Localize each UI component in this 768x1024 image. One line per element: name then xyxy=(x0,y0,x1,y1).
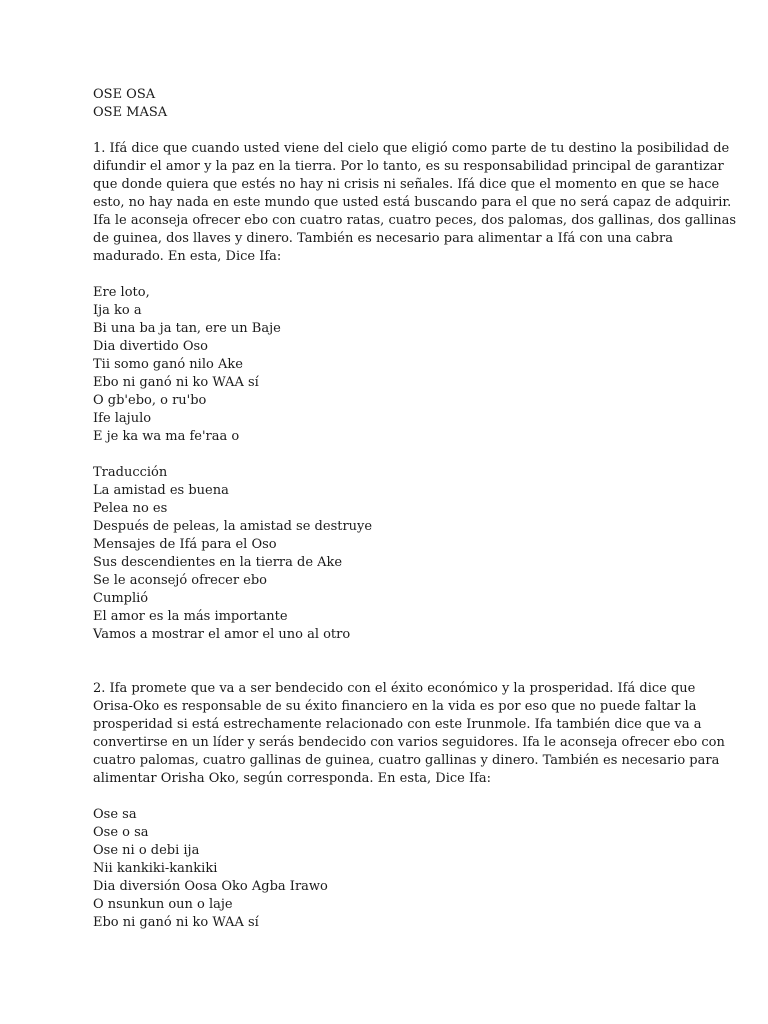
spacer xyxy=(93,644,683,680)
paragraph-line: difundir el amor y la paz en la tierra. Por lo tanto, es su responsabilidad principal de garantizar xyxy=(93,159,724,174)
paragraph-line: Orisa-Oko es responsable de su éxito financiero en la vida es por eso que no puede faltar la xyxy=(93,699,697,714)
section-1-paragraph xyxy=(93,140,737,266)
translation-line: Sus descendientes en la tierra de Ake xyxy=(93,555,343,570)
paragraph-line: cuatro palomas, cuatro gallinas de guinea, cuatro gallinas y dinero. También es necesario para xyxy=(93,753,720,768)
verse-line: Ose ni o debi ija xyxy=(93,843,200,858)
translation-line: Pelea no es xyxy=(93,501,168,516)
verse-line: Dia diversión Oosa Oko Agba Irawo xyxy=(93,879,328,894)
translation-line: Se le aconsejó ofrecer ebo xyxy=(93,573,268,588)
title-line-2: OSE MASA xyxy=(93,105,168,120)
verse-line: Ebo ni ganó ni ko WAA sí xyxy=(93,915,259,930)
verse-line: O gb'ebo, o ru'bo xyxy=(93,393,207,408)
document-page xyxy=(93,86,737,932)
verse-line: Nii kankiki-kankiki xyxy=(93,861,218,876)
verse-line: E je ka wa ma fe'raa o xyxy=(93,429,240,444)
verse-line: Ere loto, xyxy=(93,285,150,300)
translation-line: La amistad es buena xyxy=(93,483,229,498)
verse-line: Bi una ba ja tan, ere un Baje xyxy=(93,321,281,336)
paragraph-line: Ifa le aconseja ofrecer ebo con cuatro ratas, cuatro peces, dos palomas, dos gallinas, dos gallinas xyxy=(93,213,737,228)
verse-line: Ija ko a xyxy=(93,303,142,318)
translation-heading: Traducción xyxy=(93,465,168,480)
verse-line: O nsunkun oun o laje xyxy=(93,897,233,912)
verse-line: Ose sa xyxy=(93,807,137,822)
paragraph-line: esto, no hay nada en este mundo que usted está buscando para el que no será capaz de adquirir. xyxy=(93,195,732,210)
section-2-paragraph xyxy=(93,680,725,788)
verse-line: Ose o sa xyxy=(93,825,149,840)
translation-line: El amor es la más importante xyxy=(93,609,288,624)
section-1-verse xyxy=(93,284,683,446)
verse-line: Ebo ni ganó ni ko WAA sí xyxy=(93,375,259,390)
paragraph-line: alimentar Orisha Oko, según corresponda. En esta, Dice Ifa: xyxy=(93,771,492,786)
paragraph-line: que donde quiera que estés no hay ni crisis ni señales. Ifá dice que el momento en que se hace xyxy=(93,177,720,192)
paragraph-line: convertirse en un líder y serás bendecido con varios seguidores. Ifa le aconseja ofrecer ebo con xyxy=(93,735,725,750)
translation-line: Vamos a mostrar el amor el uno al otro xyxy=(93,627,351,642)
paragraph-line: 1. Ifá dice que cuando usted viene del cielo que eligió como parte de tu destino la posibilidad de xyxy=(93,141,730,156)
translation-line: Después de peleas, la amistad se destruye xyxy=(93,519,373,534)
verse-line: Dia divertido Oso xyxy=(93,339,209,354)
paragraph-line: de guinea, dos llaves y dinero. También es necesario para alimentar a Ifá con una cabra xyxy=(93,231,673,246)
spacer xyxy=(93,788,683,806)
paragraph-line: prosperidad si está estrechamente relacionado con este Irunmole. Ifa también dice que va a xyxy=(93,717,702,732)
title-line-1: OSE OSA xyxy=(93,87,156,102)
section-2-verse xyxy=(93,806,683,932)
spacer xyxy=(93,122,683,140)
verse-line: Ife lajulo xyxy=(93,411,152,426)
translation-line: Cumplió xyxy=(93,591,149,606)
spacer xyxy=(93,446,683,464)
paragraph-line: 2. Ifa promete que va a ser bendecido con el éxito económico y la prosperidad. Ifá dice que xyxy=(93,681,696,696)
translation-line: Mensajes de Ifá para el Oso xyxy=(93,537,277,552)
verse-line: Tii somo ganó nilo Ake xyxy=(93,357,243,372)
spacer xyxy=(93,266,683,284)
section-1-translation xyxy=(93,464,683,644)
paragraph-line: madurado. En esta, Dice Ifa: xyxy=(93,249,282,264)
